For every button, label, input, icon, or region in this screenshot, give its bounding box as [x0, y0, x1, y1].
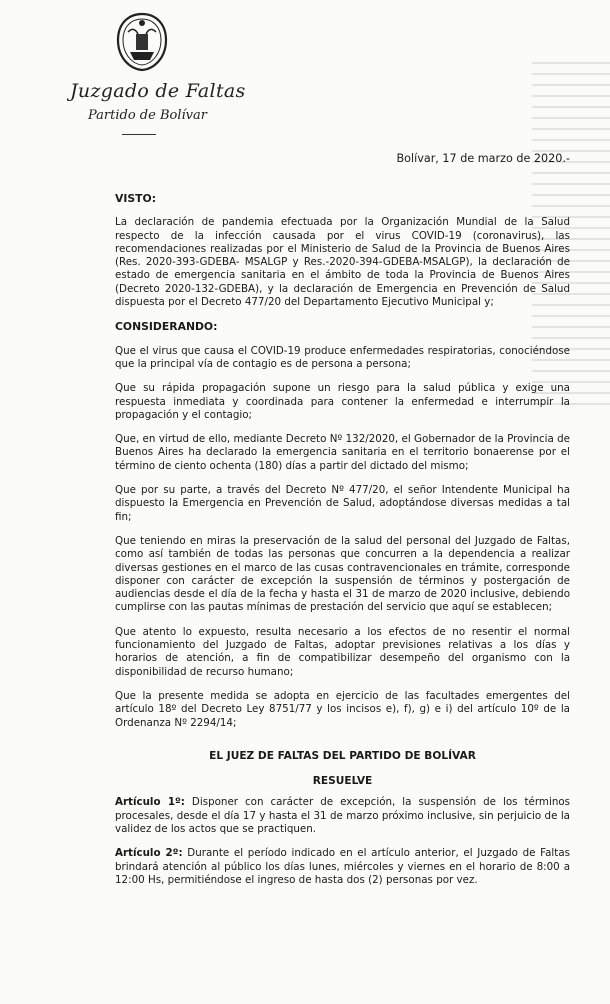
visto-heading: VISTO:	[115, 192, 157, 205]
article-2	[115, 847, 570, 887]
document-body	[115, 192, 570, 898]
letterhead-divider	[122, 134, 156, 135]
article-label: Artículo 2º:	[115, 847, 183, 860]
seal-emblem	[116, 12, 168, 72]
considerando-paragraph: Que el virus que causa el COVID-19 produce enfermedades respiratorias, conociéndose que la principal vía de contagio es de persona a persona;	[115, 344, 570, 370]
considerando-paragraph: Que teniendo en miras la preservación de la salud del personal del Juzgado de Faltas, como así también de todas las personas que concurren a la dependencia a realizar diversas gestiones en el marco de las cusas contravencionales en trámite, corresponde disponer con carácter de excepción la suspensión de términos y postergación de audiencias desde el día de la fecha y hasta el 31 de marzo de 2020 inclusive, debiendo cumplirse con las pautas mínimas de prestación del servicio que aquí se establecen;	[115, 534, 570, 614]
considerando-paragraph: Que, en virtud de ello, mediante Decreto Nº 132/2020, el Gobernador de la Provincia de Buenos Aires ha declarado la emergencia sanitaria en el territorio bonaerense por el término de ciento ochenta (180) días a partir del dictado del mismo;	[115, 433, 570, 472]
considerando-paragraph: Que la presente medida se adopta en ejercicio de las facultades emergentes del artículo 18º del Decreto Ley 8751/77 y los incisos e), f), g) e i) del artículo 10º de la Ordenanza Nº 2294/14;	[115, 689, 570, 729]
date-line: Bolívar, 17 de marzo de 2020.-	[396, 152, 570, 165]
article-label: Artículo 1º:	[115, 796, 185, 809]
considerando-paragraph: Que por su parte, a través del Decreto Nº 477/20, el señor Intendente Municipal ha dispuesto la Emergencia en Prevención de Salud, adoptándose diversas medidas a tal fin;	[115, 484, 570, 523]
letterhead-title: Juzgado de Faltas	[70, 80, 246, 102]
authority-heading: EL JUEZ DE FALTAS DEL PARTIDO DE BOLÍVAR	[209, 749, 476, 762]
resuelve-heading: RESUELVE	[312, 775, 373, 788]
letterhead-subtitle: Partido de Bolívar	[88, 108, 207, 123]
article-1	[115, 796, 570, 836]
considerando-paragraph: Que su rápida propagación supone un riesgo para la salud pública y exige una respuesta inmediata y coordinada para contener la enfermedad e interrumpir la propagación y el contagio;	[115, 382, 570, 421]
considerando-paragraph: Que atento lo expuesto, resulta necesario a los efectos de no resentir el normal funcionamiento del Juzgado de Faltas, adoptar previsiones relativas a los días y horarios de atención, a fin de compatibilizar desempeño del organismo con la disponibilidad de recurso humano;	[115, 625, 570, 678]
article-text: Disponer con carácter de excepción, la suspensión de los términos procesales, desde el día 17 y hasta el 31 de marzo próximo inclusive, sin perjuicio de la validez de los actos que se practiquen.	[115, 796, 571, 835]
article-text: Durante el período indicado en el artículo anterior, el Juzgado de Faltas brindará atención al público los días lunes, miércoles y viernes en el horario de 8:00 a 12:00 Hs, permitiéndose el ingreso de hasta dos (2) personas por vez.	[115, 847, 571, 886]
visto-text: La declaración de pandemia efectuada por la Organización Mundial de la Salud respecto de la infección causada por el virus COVID-19 (coronavirus), las recomendaciones realizadas por el Ministerio de Salud de la Provincia de Buenos Aires (Res. 2020-393-GDEBA- MSALGP y Res.-2020-394-GDEBA-MSALGP), la declaración de estado de emergencia sanitaria en el ámbito de toda la Provincia de Buenos Aires (Decreto 2020-132-GDEBA), y la declaración de Emergencia en Prevención de Salud dispuesta por el Decreto 477/20 del Departamento Ejecutivo Municipal y;	[115, 216, 570, 309]
considerando-heading: CONSIDERANDO:	[115, 320, 218, 334]
